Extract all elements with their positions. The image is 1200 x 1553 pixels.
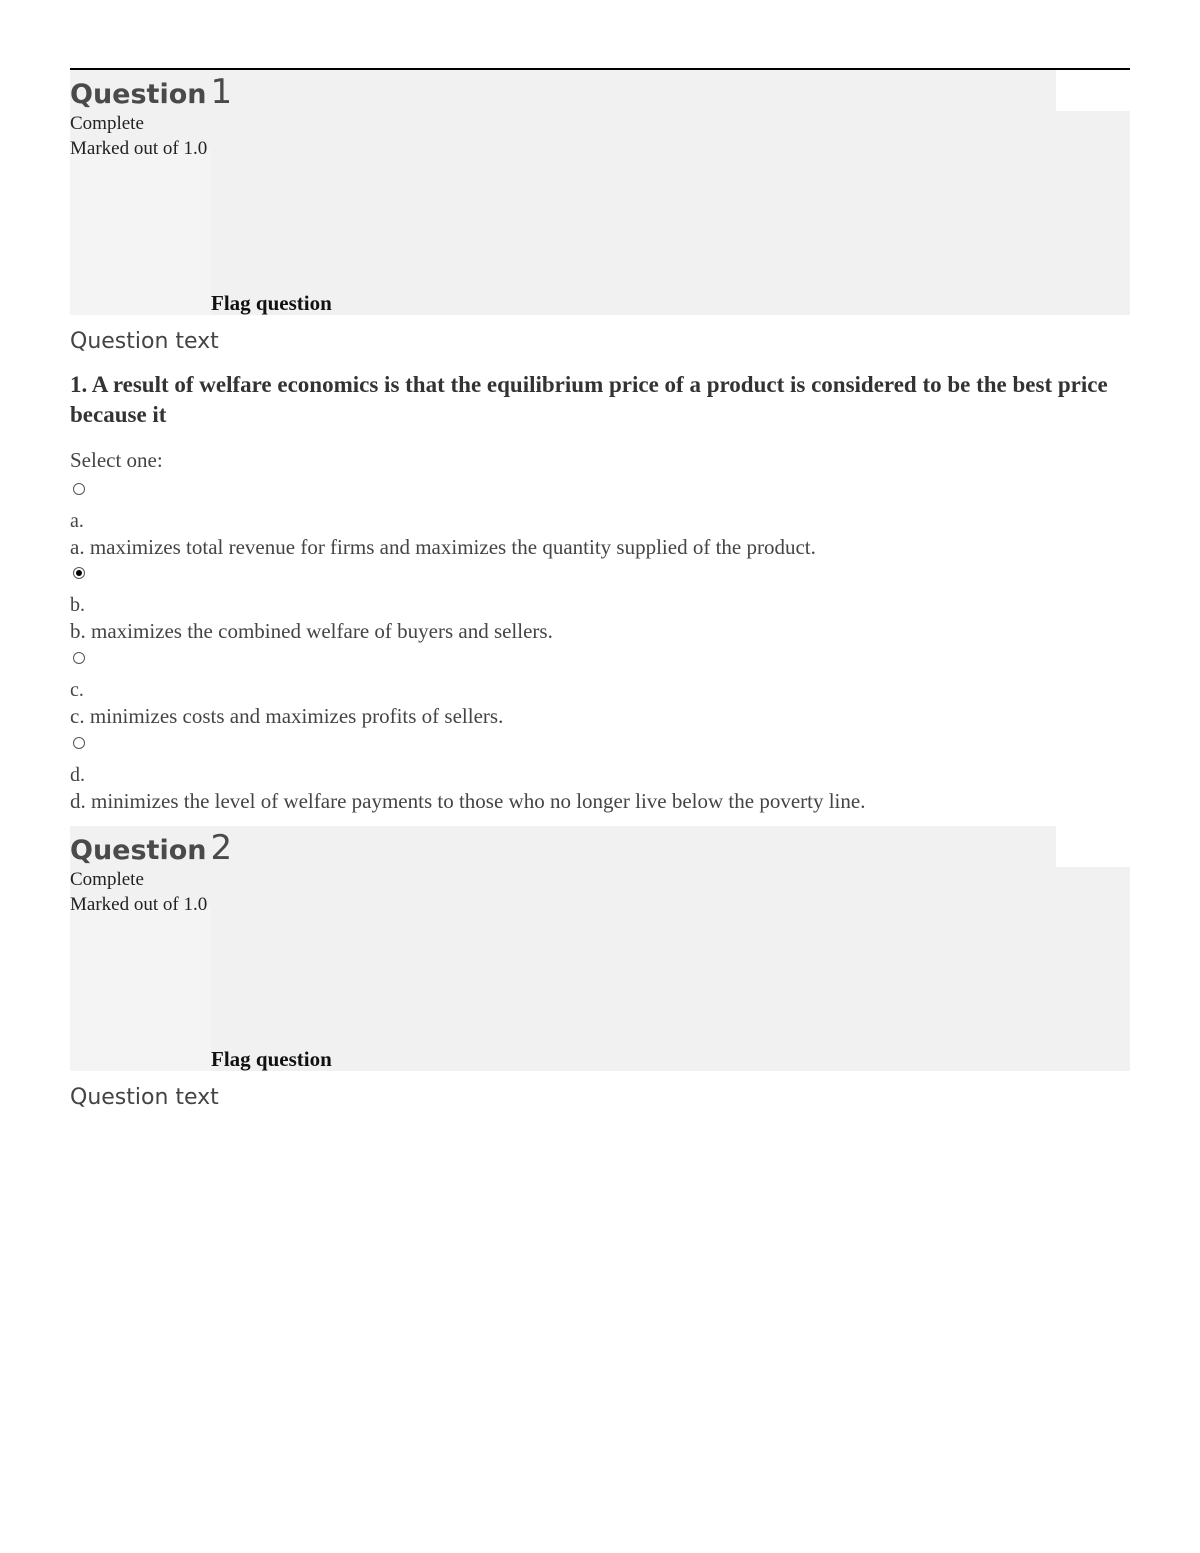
option-a-radio[interactable] (73, 483, 85, 495)
option-b-radio[interactable] (73, 567, 85, 579)
option-d[interactable] (70, 733, 1130, 817)
question-1-info (70, 70, 1130, 315)
option-b[interactable] (70, 563, 1130, 647)
question-2-state: Complete (70, 869, 144, 890)
option-b-letter: b. (70, 594, 85, 616)
option-d-label[interactable]: d. minimizes the level of welfare payments to those who no longer live below the poverty line. (70, 789, 866, 813)
option-d-radio[interactable] (73, 737, 85, 749)
option-c-letter: c. (70, 679, 84, 701)
question-2-text-label: Question text (70, 1085, 219, 1110)
question-1-flag-link[interactable]: Flag question (211, 291, 332, 315)
question-number: 1 (210, 72, 233, 112)
question-2-title (70, 830, 232, 869)
question-1-text: 1. A result of welfare economics is that the equilibrium price of a product is considered to be the best price because it (70, 372, 1108, 427)
option-c-label[interactable]: c. minimizes costs and maximizes profits of sellers. (70, 704, 504, 728)
option-c[interactable] (70, 648, 1130, 732)
question-1-grade: Marked out of 1.0 (70, 138, 208, 159)
select-one-prompt: Select one: (70, 448, 163, 472)
question-2-flag-link[interactable]: Flag question (211, 1047, 332, 1071)
question-1-text-label: Question text (70, 329, 219, 354)
option-b-label[interactable]: b. maximizes the combined welfare of buyers and sellers. (70, 619, 553, 643)
question-1-title (70, 74, 232, 113)
question-title-word: Question (70, 835, 207, 866)
option-a-label[interactable]: a. maximizes total revenue for firms and maximizes the quantity supplied of the product. (70, 535, 816, 559)
option-a-letter: a. (70, 510, 84, 532)
option-c-radio[interactable] (73, 652, 85, 664)
option-a[interactable] (70, 479, 1130, 563)
question-2-info (70, 826, 1130, 1071)
question-2-grade: Marked out of 1.0 (70, 894, 208, 915)
question-1-state: Complete (70, 113, 144, 134)
question-number: 2 (210, 828, 233, 868)
question-title-word: Question (70, 79, 207, 110)
option-d-letter: d. (70, 764, 85, 786)
